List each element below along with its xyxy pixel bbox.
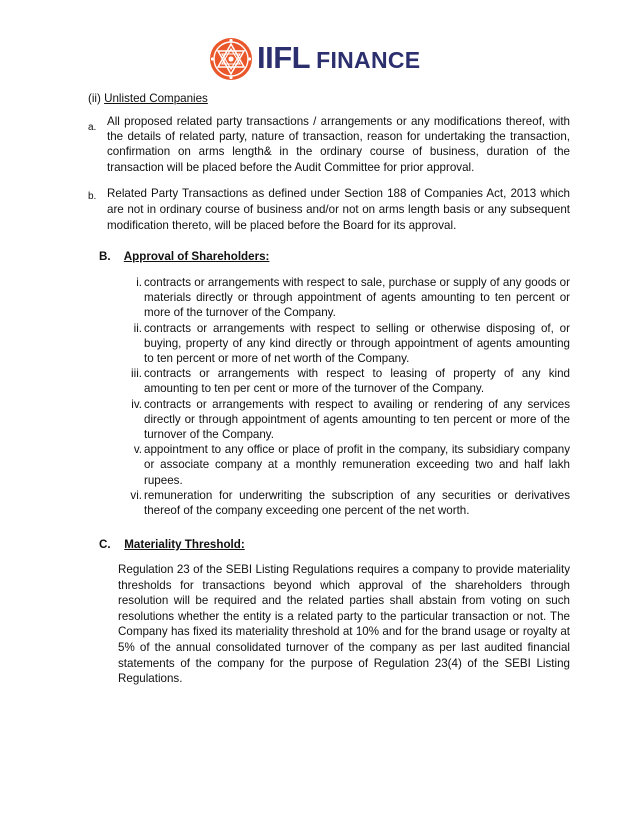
section-c-label: C. xyxy=(99,538,111,551)
list-item xyxy=(112,397,570,443)
list-item-number: v. xyxy=(133,443,142,457)
list-item xyxy=(112,275,570,321)
brand-sub: FINANCE xyxy=(316,46,421,73)
list-item-text: contracts or arrangements with respect to selling or otherwise disposing of, or buying, property of any kind directly or through appointment of agents amounting to ten percent or more of net worth of the Company. xyxy=(144,321,570,366)
section-b-heading xyxy=(99,249,269,264)
section-b-label: B. xyxy=(99,250,111,263)
list-item xyxy=(112,442,570,488)
unlisted-item-b: Related Party Transactions as defined under Section 188 of Companies Act, 2013 which are not in ordinary course of business and/or not on arms length basis or any subsequent modification thereto, will be placed before the Board for its approval. xyxy=(107,187,570,232)
list-item xyxy=(112,321,570,367)
list-item-number: ii. xyxy=(133,321,142,335)
list-item xyxy=(112,366,570,396)
list-item-number: i. xyxy=(136,276,142,289)
list-item-number: iv. xyxy=(131,397,142,411)
unlisted-heading xyxy=(88,91,208,106)
unlisted-item-a: All proposed related party transactions / arrangements or any modifications thereof, with the details of related party, nature of transaction, reason for undertaking the transaction, confirmation on arms length& in the ordinary course of business, duration of the transaction will be placed before the Audit Committee for prior approval. xyxy=(107,115,570,174)
section-c-title: Materiality Threshold: xyxy=(124,538,245,551)
list-item xyxy=(112,488,570,518)
brand-wordmark xyxy=(257,39,421,75)
brand-main: IIFL xyxy=(257,39,311,75)
item-letter-b: b. xyxy=(88,191,97,202)
materiality-paragraph: Regulation 23 of the SEBI Listing Regulations requires a company to provide materiality thresholds for transactions beyond which approval of the shareholders through resolution will be required and the related parties shall abstain from voting on such resolutions whether the entity is a related party to the particular transaction or not. The Company has fixed its materiality threshold at 10% and for the brand usage or royalty at 5% of the annual consolidated turnover of the company as per last audited financial statements of the company for the purpose of Regulation 23(4) of the SEBI Listing Regulations. xyxy=(118,563,570,686)
list-item-text: contracts or arrangements with respect to sale, purchase or supply of any goods or materials directly or through appointment of agents amounting to ten percent or more of the turnover of the Company. xyxy=(144,276,570,320)
mandala-icon xyxy=(209,37,253,81)
list-item-number: vi. xyxy=(130,488,142,502)
section-c-heading xyxy=(99,537,245,552)
list-item-text: remuneration for underwriting the subscription of any securities or derivatives thereof of the company exceeding one percent of the net worth. xyxy=(144,488,570,518)
list-item-text: contracts or arrangements with respect to leasing of property of any kind amounting to ten per cent or more of the turnover of the Company. xyxy=(144,367,570,396)
section-b-title: Approval of Shareholders: xyxy=(123,250,270,263)
item-letter-a: a. xyxy=(88,122,97,133)
unlisted-heading-title: Unlisted Companies xyxy=(104,92,208,105)
company-logo xyxy=(209,37,420,81)
list-item-number: iii. xyxy=(131,367,142,381)
shareholder-approval-list xyxy=(112,275,570,518)
unlisted-heading-prefix: (ii) xyxy=(88,92,101,105)
list-item-text: contracts or arrangements with respect to availing or rendering of any services directly or through appointment of agents amounting to ten percent or more of the turnover of the Company. xyxy=(144,397,570,442)
list-item-text: appointment to any office or place of profit in the company, its subsidiary company or associate company at a monthly remuneration exceeding two and half lakh rupees. xyxy=(144,443,570,487)
